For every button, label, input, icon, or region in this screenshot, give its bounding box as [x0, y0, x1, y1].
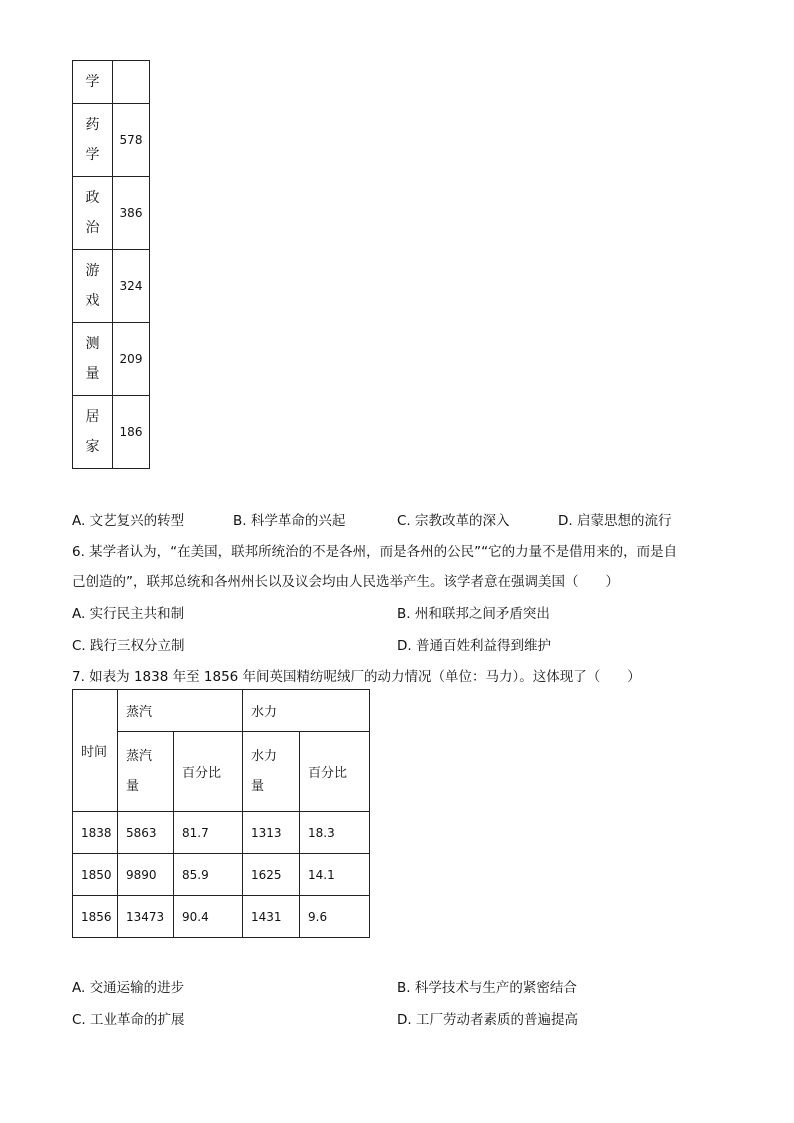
q7-option-c: C. 工业革命的扩展 [72, 1012, 185, 1028]
q7-option-b: B. 科学技术与生产的紧密结合 [397, 980, 577, 996]
q6-stem-line-2: 己创造的”，联邦总统和各州州长以及议会均由人民选举产生。该学者意在强调美国（ ） [72, 574, 619, 590]
cell-char: 游 [85, 263, 100, 279]
water-pct-cell: 14.1 [300, 854, 370, 896]
cell-char: 政 [85, 190, 100, 206]
water-pct-cell: 9.6 [300, 896, 370, 938]
table-row [73, 896, 370, 938]
cell-char: 家 [85, 439, 100, 455]
table-cell [73, 177, 113, 250]
steam-pct-cell: 81.7 [174, 812, 243, 854]
table-row [73, 104, 150, 177]
q5-option-a: A. 文艺复兴的转型 [72, 513, 185, 529]
q6-option-d: D. 普通百姓利益得到维护 [397, 638, 551, 654]
steam-percent-header-cell: 百分比 [174, 732, 243, 812]
q7-stem: 7. 如表为 1838 年至 1856 年间英国精纺呢绒厂的动力情况（单位：马力）。这体现了（ ） [72, 669, 641, 685]
table-cell [73, 250, 113, 323]
table-cell [73, 104, 113, 177]
table-cell [73, 323, 113, 396]
year-cell: 1850 [73, 854, 118, 896]
q7-option-d: D. 工厂劳动者素质的普遍提高 [397, 1012, 578, 1028]
water-percent-header-cell: 百分比 [300, 732, 370, 812]
power-table [72, 689, 370, 938]
table-row [73, 323, 150, 396]
cell-char: 测 [85, 336, 100, 352]
table-cell [113, 61, 150, 104]
table-row [73, 250, 150, 323]
header-line: 水力 [251, 748, 278, 764]
water-cell: 1625 [243, 854, 300, 896]
cell-char: 学 [85, 147, 100, 163]
table-row [73, 812, 370, 854]
water-pct-cell: 18.3 [300, 812, 370, 854]
steam-header-cell: 蒸汽 [118, 690, 243, 732]
steam-pct-cell: 85.9 [174, 854, 243, 896]
year-cell: 1856 [73, 896, 118, 938]
table-cell: 386 [113, 177, 150, 250]
water-amount-header-cell [243, 732, 300, 812]
q6-stem-line-1: 6. 某学者认为，“在美国，联邦所统治的不是各州，而是各州的公民”“它的力量不是借用来的，而是自 [72, 544, 678, 560]
steam-cell: 13473 [118, 896, 174, 938]
q7-option-a: A. 交通运输的进步 [72, 980, 185, 996]
table-cell: 学 [73, 61, 113, 104]
water-cell: 1313 [243, 812, 300, 854]
q6-option-c: C. 践行三权分立制 [72, 638, 185, 654]
table-row [73, 177, 150, 250]
header-line: 量 [126, 778, 140, 794]
q5-option-c: C. 宗教改革的深入 [397, 513, 510, 529]
cell-char: 量 [85, 366, 100, 382]
steam-pct-cell: 90.4 [174, 896, 243, 938]
table-cell: 209 [113, 323, 150, 396]
table-row [73, 396, 150, 469]
table-row [73, 732, 370, 812]
time-header-cell: 时间 [73, 690, 118, 812]
cell-char: 居 [85, 409, 100, 425]
steam-cell: 5863 [118, 812, 174, 854]
cell-char: 治 [85, 220, 100, 236]
q6-option-a: A. 实行民主共和制 [72, 606, 185, 622]
q5-option-b: B. 科学革命的兴起 [233, 513, 346, 529]
table-row [73, 690, 370, 732]
table-cell: 324 [113, 250, 150, 323]
steam-cell: 9890 [118, 854, 174, 896]
table-cell: 578 [113, 104, 150, 177]
q5-option-d: D. 启蒙思想的流行 [558, 513, 672, 529]
water-cell: 1431 [243, 896, 300, 938]
table-cell: 186 [113, 396, 150, 469]
table-cell [73, 396, 113, 469]
year-cell: 1838 [73, 812, 118, 854]
table-row [73, 854, 370, 896]
cell-char: 戏 [85, 293, 100, 309]
table-row [73, 61, 150, 104]
water-header-cell: 水力 [243, 690, 370, 732]
header-line: 量 [251, 778, 265, 794]
header-line: 蒸汽 [126, 748, 153, 764]
cell-char: 药 [85, 117, 100, 133]
q6-option-b: B. 州和联邦之间矛盾突出 [397, 606, 550, 622]
subject-count-table [72, 60, 150, 469]
steam-amount-header-cell [118, 732, 174, 812]
